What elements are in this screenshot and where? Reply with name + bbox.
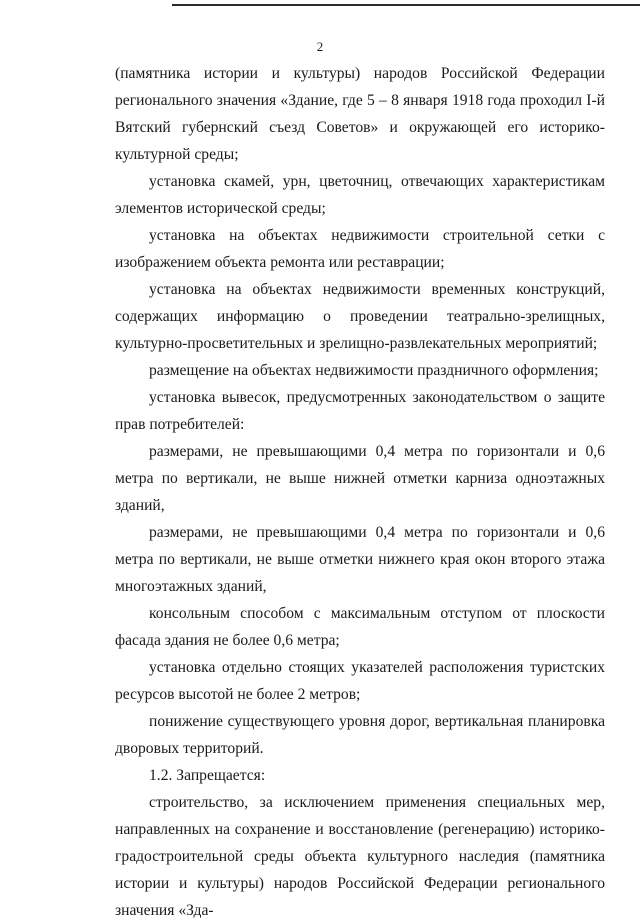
paragraph-temporary-structures: установка на объектах недвижимости временных конструкций, содержащих информацию о проведении театрально-зрелищных, культурно-просветительных и зрелищно-развлекательных мероприятий; [115,281,605,352]
paragraph-sign-size-multi-storey: размерами, не превышающими 0,4 метра по горизонтали и 0,6 метра по вертикали, не выше отметки нижнего края окон второго этажа многоэтажных зданий, [115,524,605,595]
top-rule [172,4,640,6]
paragraph-sign-size-one-storey: размерами, не превышающими 0,4 метра по горизонтали и 0,6 метра по вертикали, не выше нижней отметки карниза одноэтажных зданий, [115,443,605,514]
paragraph-construction-mesh: установка на объектах недвижимости строительной сетки с изображением объекта ремонта или реставрации; [115,227,605,271]
page-number: 2 [316,39,324,54]
paragraph-benches: установка скамей, урн, цветочниц, отвечающих характеристикам элементов исторической среды; [115,173,605,217]
paragraph-console-signs: консольным способом с максимальным отступом от плоскости фасада здания не более 0,6 метра; [115,605,605,649]
paragraph-road-level: понижение существующего уровня дорог, вертикальная планировка дворовых территорий. [115,713,605,757]
document-body [115,60,605,924]
paragraph-signboards: установка вывесок, предусмотренных законодательством о защите прав потребителей: [115,389,605,433]
paragraph-festive-decoration: размещение на объектах недвижимости праздничного оформления; [149,362,599,379]
paragraph-tourist-signs: установка отдельно стоящих указателей расположения туристских ресурсов высотой не более 2 метров; [115,659,605,703]
paragraph-construction-prohibited: строительство, за исключением применения специальных мер, направленных на сохранение и восстановление (регенерацию) историко-градостроительной среды объекта культурного наследия (памятника истории и культуры) народов Российской Федерации регионального значения «Зда- [115,794,605,919]
paragraph-continuation: (памятника истории и культуры) народов Российской Федерации регионального значения «Здание, где 5 – 8 января 1918 года проходил I-й Вятский губернский съезд Советов» и окружающей его историко-культурной среды; [115,65,605,163]
section-heading-prohibited: 1.2. Запрещается: [149,767,266,784]
